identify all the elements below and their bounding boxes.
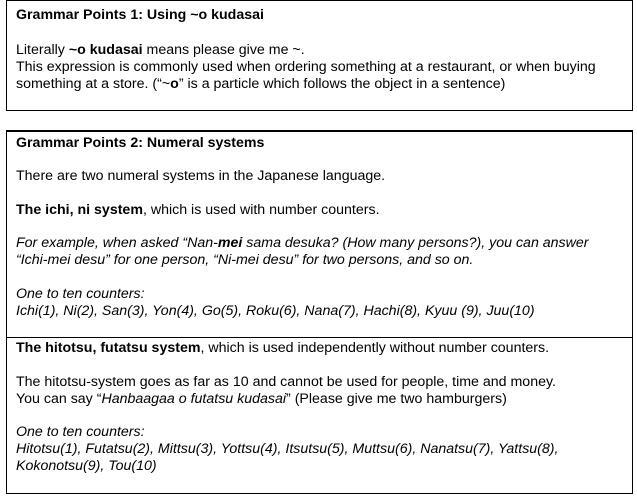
gp2-ichi-system: [16, 202, 380, 219]
gp1-paragraph-2-line-1: This expression is commonly used when ordering something at a restaurant, or when buying: [16, 59, 596, 75]
gp2-counters: Ichi(1), Ni(2), San(3), Yon(4), Go(5), Roku(6), Nana(7), Hachi(8), Kyuu (9), Juu(10): [16, 303, 535, 319]
gp1-p1-pre: Literally: [16, 42, 69, 58]
gp3-hitotsu-rest: , which is used independently without number counters.: [200, 340, 550, 356]
gp1-paragraph-1: [16, 42, 305, 59]
gp2-example-line-2: “Ichi-mei desu” for one person, “Ni-mei desu” for two persons, and so on.: [16, 252, 474, 268]
grammar-point-1-title: Grammar Points 1: Using ~o kudasai: [16, 7, 264, 23]
gp1-p1-post: means please give me ~.: [142, 42, 305, 58]
gp3-desc-line-2: [16, 391, 507, 408]
gp1-p1-bold: ~o kudasai: [68, 42, 143, 58]
gp3-counters-label: One to ten counters:: [16, 424, 145, 440]
grammar-point-2-box: [6, 130, 633, 338]
gp3-hitotsu-bold: The hitotsu, futatsu system: [16, 340, 201, 356]
gp1-paragraph-2-line-2: [16, 76, 505, 93]
gp2-ichi-bold: The ichi, ni system: [16, 202, 143, 218]
gp2-ex1-b: sama desuka? (How many persons?), you can answer: [242, 235, 589, 251]
gp1-p2-bold: o: [170, 76, 179, 92]
gp1-p2-pre: something at a store. (“~: [16, 76, 171, 92]
gp1-p2-post: ” is a particle which follows the object in a sentence): [178, 76, 506, 92]
gp3-desc-pre: You can say “: [16, 391, 102, 407]
gp2-ex1-bold: mei: [217, 235, 243, 251]
gp3-desc-post: ” (Please give me two hamburgers): [286, 391, 507, 407]
gp3-hitotsu-system: [16, 340, 549, 357]
gp2-ex1-a: For example, when asked “Nan-: [16, 235, 218, 251]
gp3-desc-line-1: The hitotsu-system goes as far as 10 and cannot be used for people, time and money.: [16, 374, 556, 390]
gp2-example-line-1: [16, 235, 589, 252]
grammar-point-3-box: [6, 337, 633, 494]
gp3-counters-line-2: Kokonotsu(9), Tou(10): [16, 458, 157, 474]
grammar-point-1-box: [6, 0, 633, 111]
grammar-point-2-title: Grammar Points 2: Numeral systems: [16, 135, 265, 151]
gp2-ichi-rest: , which is used with number counters.: [142, 202, 380, 218]
gp2-counters-label: One to ten counters:: [16, 286, 145, 302]
gp3-desc-italic: Hanbaagaa o futatsu kudasai: [101, 391, 287, 407]
gp2-intro: There are two numeral systems in the Japanese language.: [16, 168, 386, 184]
gp3-counters-line-1: Hitotsu(1), Futatsu(2), Mittsu(3), Yottsu(4), Itsutsu(5), Muttsu(6), Nanatsu(7), Yattsu(8),: [16, 441, 559, 457]
